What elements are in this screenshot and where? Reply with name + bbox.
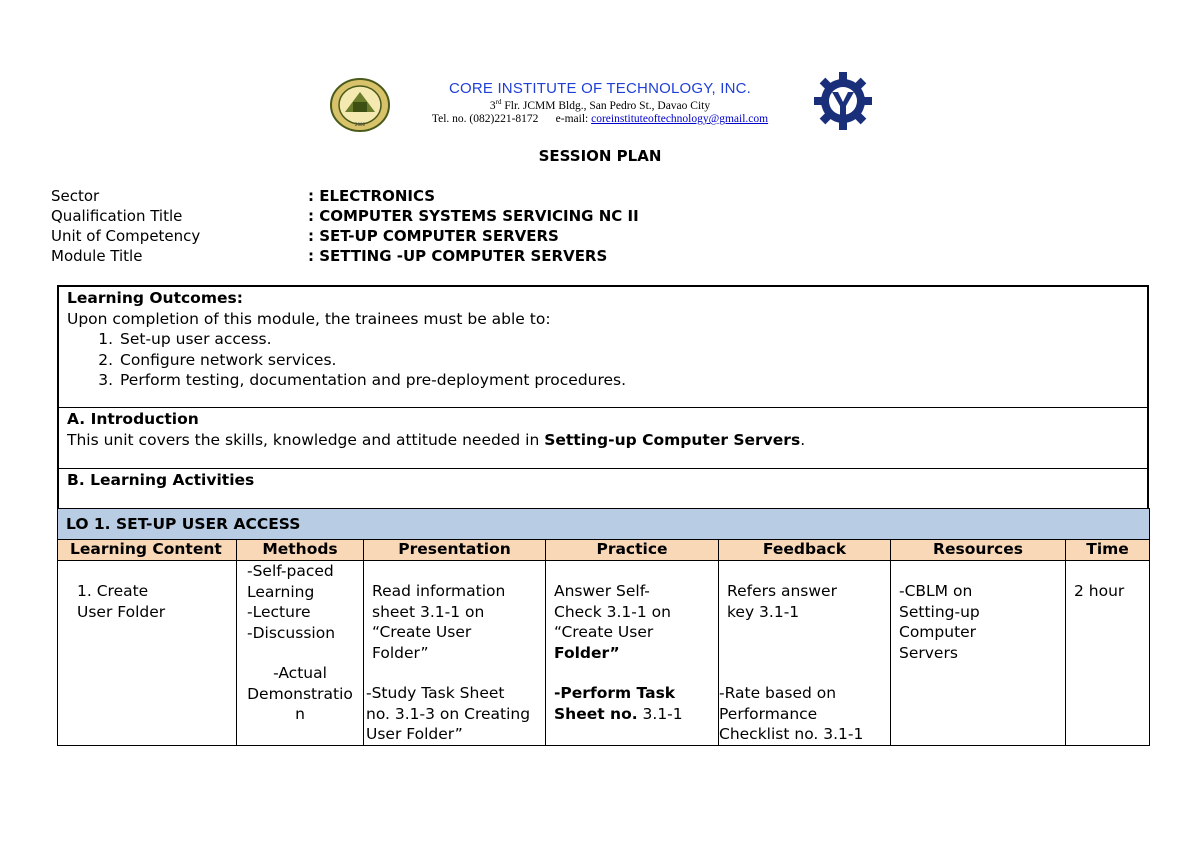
feedback-cell: Refers answer key 3.1-1 -Rate based on Performance Checklist no. 3.1-1 bbox=[719, 561, 891, 746]
practice-cell: Answer Self- Check 3.1-1 on “Create User Folder” -Perform Task Sheet no. 3.1-1 bbox=[546, 561, 719, 746]
learning-outcomes-heading: Learning Outcomes: bbox=[67, 289, 243, 307]
list-item: 3. Perform testing, documentation and pre-deployment procedures. bbox=[118, 370, 1139, 391]
list-item: 2. Configure network services. bbox=[118, 350, 1139, 371]
svg-text:2000: 2000 bbox=[354, 122, 366, 127]
page-title: SESSION PLAN bbox=[538, 147, 662, 165]
lo-table-wrap bbox=[57, 508, 1149, 746]
lo-title: LO 1. SET-UP USER ACCESS bbox=[58, 509, 1150, 540]
institution-contact: Tel. no. (082)221-8172 e-mail: coreinstituteoftechnology@gmail.com bbox=[431, 113, 769, 125]
learning-content-cell: 1. Create User Folder bbox=[58, 561, 237, 746]
email-link[interactable]: coreinstituteoftechnology@gmail.com bbox=[591, 113, 769, 125]
learning-activities-section bbox=[59, 469, 1147, 508]
column-header: Resources bbox=[891, 540, 1066, 561]
column-header: Practice bbox=[546, 540, 719, 561]
column-header: Learning Content bbox=[58, 540, 237, 561]
info-row-sector: Sector : ELECTRONICS bbox=[51, 187, 436, 205]
column-header: Time bbox=[1066, 540, 1150, 561]
info-row-unit: Unit of Competency : SET-UP COMPUTER SERVERS bbox=[51, 227, 559, 245]
info-block bbox=[51, 186, 639, 266]
learning-activities-heading: B. Learning Activities bbox=[67, 471, 255, 489]
institution-address: 3rd Flr. JCMM Bldg., San Pedro St., Davao City bbox=[489, 98, 711, 112]
info-row-qualification: Qualification Title : COMPUTER SYSTEMS SERVICING NC II bbox=[51, 207, 639, 225]
resources-cell: -CBLM on Setting-up Computer Servers bbox=[891, 561, 1066, 746]
lo-table bbox=[57, 508, 1150, 746]
introduction-text: This unit covers the skills, knowledge and attitude needed in Setting-up Computer Servers. bbox=[67, 430, 806, 449]
column-header: Feedback bbox=[719, 540, 891, 561]
introduction-heading: A. Introduction bbox=[67, 410, 199, 428]
learning-outcomes-intro: Upon completion of this module, the trainees must be able to: bbox=[67, 309, 551, 328]
introduction-section bbox=[59, 408, 1147, 469]
table-row bbox=[58, 561, 1150, 746]
session-plan-table bbox=[57, 285, 1149, 510]
info-row-module: Module Title : SETTING -UP COMPUTER SERVERS bbox=[51, 247, 608, 265]
list-item: 1. Set-up user access. bbox=[118, 329, 1139, 350]
institution-name: CORE INSTITUTE OF TECHNOLOGY, INC. bbox=[448, 80, 752, 97]
presentation-cell: Read information sheet 3.1-1 on “Create User Folder” -Study Task Sheet no. 3.1-3 on Creating User Folder” bbox=[364, 561, 546, 746]
column-header: Presentation bbox=[364, 540, 546, 561]
outcomes-list bbox=[67, 329, 1139, 391]
learning-outcomes-section bbox=[59, 287, 1147, 408]
time-cell: 2 hour bbox=[1066, 561, 1150, 746]
column-header: Methods bbox=[237, 540, 364, 561]
methods-cell: -Self-paced Learning -Lecture -Discussion -Actual Demonstratio n bbox=[237, 561, 364, 746]
table-header-row bbox=[58, 540, 1150, 561]
